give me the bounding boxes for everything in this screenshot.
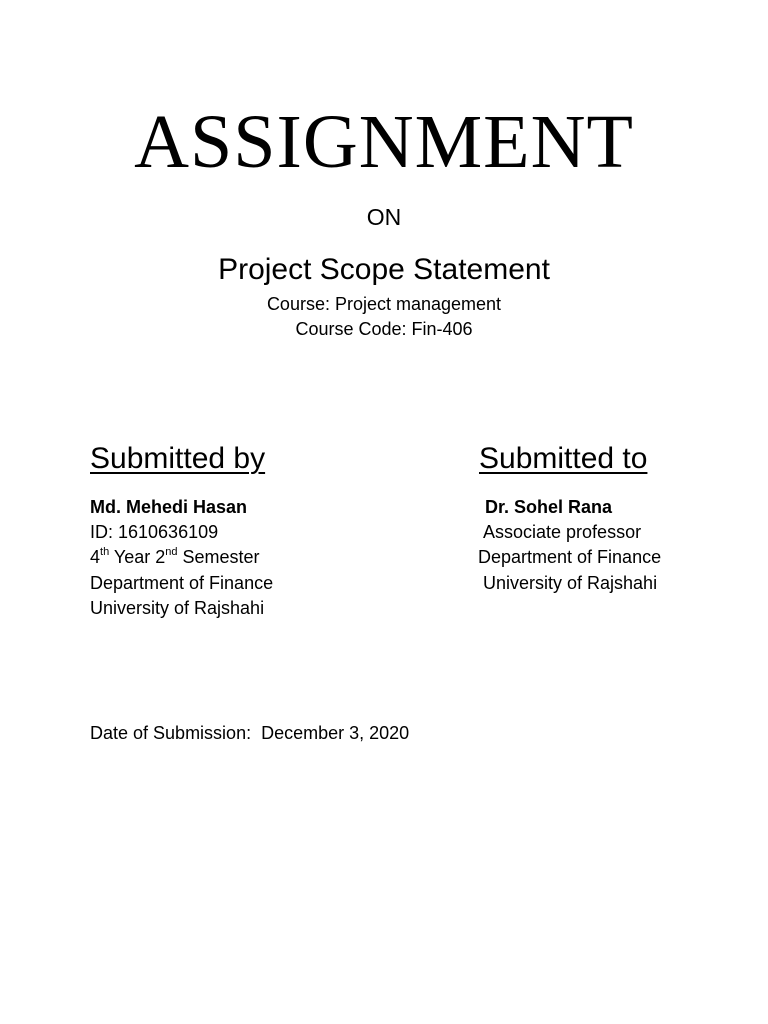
submission-date: Date of Submission: December 3, 2020: [90, 723, 410, 743]
year-text: Year 2: [109, 547, 166, 567]
student-department: Department of Finance: [90, 573, 274, 593]
assignment-subject: Project Scope Statement: [218, 253, 550, 286]
document-title: ASSIGNMENT: [134, 100, 634, 184]
submitted-by-heading: Submitted by: [90, 442, 266, 475]
student-id: ID: 1610636109: [90, 522, 219, 542]
year-number: 4: [90, 547, 101, 567]
supervisor-university: University of Rajshahi: [483, 573, 658, 593]
course-name: Course: Project management: [266, 294, 502, 314]
student-year-semester: [90, 545, 260, 569]
supervisor-designation: Associate professor: [483, 522, 642, 542]
student-university: University of Rajshahi: [90, 598, 265, 618]
course-code: Course Code: Fin-406: [295, 319, 473, 339]
supervisor-department: Department of Finance: [478, 547, 662, 567]
semester-text: Semester: [177, 547, 260, 567]
supervisor-name: Dr. Sohel Rana: [485, 497, 613, 517]
year-ordinal-suffix: th: [100, 546, 110, 558]
on-label: ON: [366, 204, 402, 230]
semester-ordinal-suffix: nd: [165, 546, 178, 558]
student-name: Md. Mehedi Hasan: [90, 497, 248, 517]
submitted-to-heading: Submitted to: [479, 442, 648, 475]
